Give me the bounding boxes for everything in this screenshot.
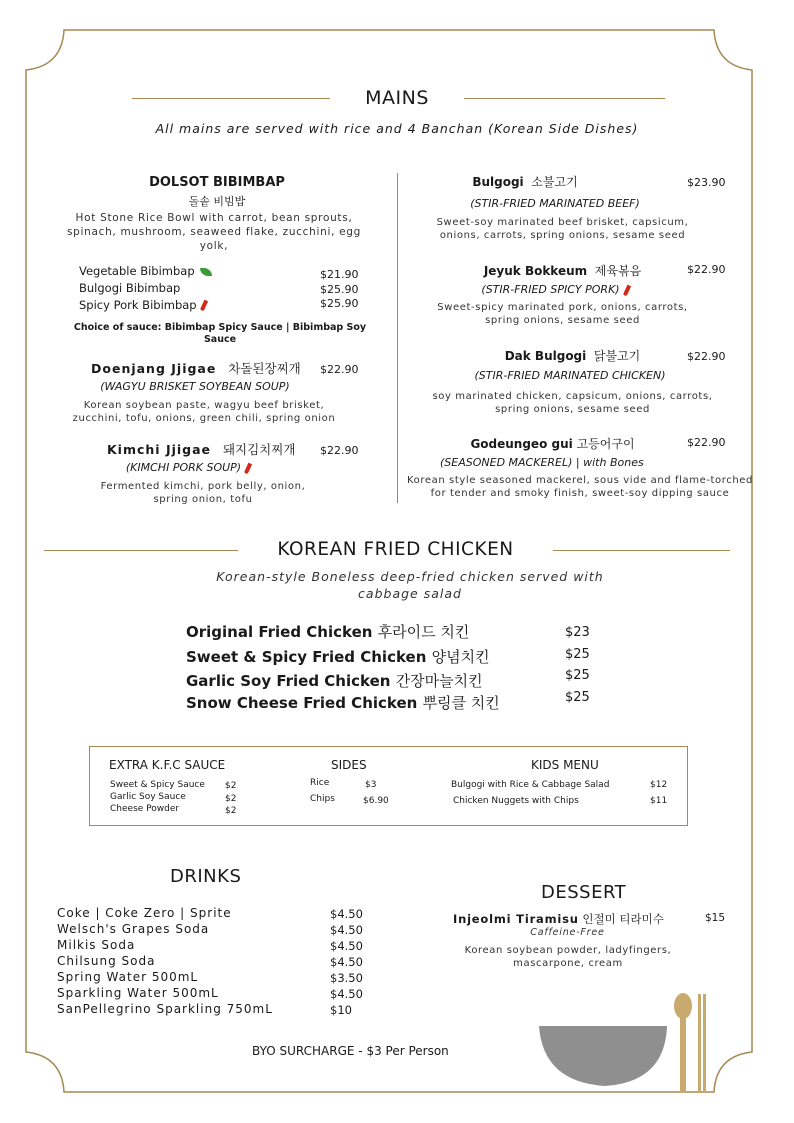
menu-item-garlic-soy-fried-chicken: Garlic Soy Fried Chicken 간장마늘치킨 <box>186 672 483 690</box>
price: $25.90 <box>320 297 359 310</box>
menu-item-godeungeo-gui: Godeungeo gui 고등어구이 <box>470 437 635 451</box>
leaf-icon <box>200 268 212 276</box>
divider-line <box>464 98 665 99</box>
price: $6.90 <box>363 796 389 806</box>
item-description: Sweet-soy marinated beef brisket, capsicum, onions, carrots, spring onions, sesame seed <box>436 217 689 241</box>
divider-line <box>132 98 330 99</box>
price: $25.90 <box>320 283 359 296</box>
item-subtitle: (WAGYU BRISKET SOYBEAN SOUP) <box>100 380 290 393</box>
list-item: SanPellegrino Sparkling 750mL <box>57 1002 273 1016</box>
price: $2 <box>225 794 237 804</box>
list-item: Cheese Powder <box>110 804 180 814</box>
price: $23.90 <box>687 176 726 189</box>
item-description: Korean style seasoned mackerel, sous vide and flame-torched for tender and smoky finish, sweet-soy dipping sauce <box>406 475 753 499</box>
price: $4.50 <box>330 923 363 937</box>
price: $15 <box>705 912 726 924</box>
price: $4.50 <box>330 907 363 921</box>
menu-item-vegetable-bibimbap: Vegetable Bibimbap <box>79 264 212 278</box>
chili-icon <box>622 284 630 296</box>
price: $22.90 <box>687 350 726 363</box>
dolsot-name: DOLSOT BIBIMBAP <box>149 175 285 190</box>
price: $22.90 <box>687 263 726 276</box>
price: $25 <box>565 647 590 662</box>
item-subtitle: (STIR-FRIED MARINATED BEEF) <box>470 197 640 210</box>
dessert-title: DESSERT <box>541 882 627 903</box>
chili-icon <box>244 462 252 474</box>
menu-item-bulgogi: Bulgogi 소불고기 <box>472 175 578 189</box>
price: $23 <box>565 625 590 640</box>
item-subtitle: (KIMCHI PORK SOUP) <box>88 461 288 474</box>
column-divider <box>397 173 398 503</box>
price: $25 <box>565 690 590 705</box>
list-item: Spring Water 500mL <box>57 970 199 984</box>
list-item: Rice <box>310 778 330 788</box>
kids-menu-title: KIDS MENU <box>531 758 599 772</box>
dessert-note: Caffeine-Free <box>530 927 605 938</box>
item-description: Korean soybean paste, wagyu beef brisket, zucchini, tofu, onions, green chili, spring onion <box>72 400 336 424</box>
list-item: Welsch's Grapes Soda <box>57 922 210 936</box>
price: $22.90 <box>320 363 359 376</box>
list-item: Chilsung Soda <box>57 954 156 968</box>
kfc-subtitle: Korean-style Boneless deep-fried chicken served with cabbage salad <box>216 569 604 601</box>
item-description: Sweet-spicy marinated pork, onions, carrots, spring onions, sesame seed <box>437 302 688 326</box>
list-item: Sweet & Spicy Sauce <box>110 780 205 790</box>
item-subtitle: (STIR-FRIED MARINATED CHICKEN) <box>474 369 666 382</box>
bowl-utensils-illustration <box>535 990 715 1092</box>
menu-item-dak-bulgogi: Dak Bulgogi 닭불고기 <box>504 349 641 363</box>
price: $10 <box>330 1003 352 1017</box>
menu-item-bulgogi-bibimbap: Bulgogi Bibimbap <box>79 281 181 295</box>
list-item: Chips <box>310 794 335 804</box>
chopsticks-icon <box>698 994 701 1092</box>
drinks-list <box>57 905 273 1017</box>
bowl-icon <box>539 1026 667 1086</box>
price: $12 <box>650 780 668 790</box>
price: $4.50 <box>330 987 363 1001</box>
menu-item-sweet-spicy-fried-chicken: Sweet & Spicy Fried Chicken 양념치킨 <box>186 648 490 666</box>
menu-item-jeyuk-bokkeum: Jeyuk Bokkeum 제육볶음 <box>483 264 642 278</box>
price: $2 <box>225 781 237 791</box>
price: $21.90 <box>320 268 359 281</box>
list-item: Chicken Nuggets with Chips <box>453 796 579 806</box>
menu-item-original-fried-chicken: Original Fried Chicken 후라이드 치킨 <box>186 623 470 641</box>
price: $2 <box>225 806 237 816</box>
price: $22.90 <box>687 436 726 449</box>
item-description: Korean soybean powder, ladyfingers, mascarpone, cream <box>464 945 672 969</box>
drinks-title: DRINKS <box>170 866 242 887</box>
item-subtitle: (SEASONED MACKEREL) | with Bones <box>440 456 644 469</box>
dolsot-description: Hot Stone Rice Bowl with carrot, bean sprouts, spinach, mushroom, seaweed flake, zucchini, egg yolk, <box>66 212 362 252</box>
sauce-choice: Choice of sauce: Bibimbap Spicy Sauce | Bibimbap Soy Sauce <box>73 322 367 345</box>
list-item: Bulgogi with Rice & Cabbage Salad <box>451 780 610 790</box>
divider-line <box>553 550 730 551</box>
menu-item-spicy-pork-bibimbap: Spicy Pork Bibimbap <box>79 298 206 312</box>
list-item: Garlic Soy Sauce <box>110 792 186 802</box>
price: $3.50 <box>330 971 363 985</box>
menu-item-doenjang-jjigae: Doenjang Jjigae 차돌된장찌개 <box>91 361 301 376</box>
kfc-title: KOREAN FRIED CHICKEN <box>277 539 514 560</box>
menu-item-kimchi-jjigae: Kimchi Jjigae 돼지김치찌개 <box>107 442 296 457</box>
price: $4.50 <box>330 939 363 953</box>
price: $3 <box>365 780 377 790</box>
list-item: Coke | Coke Zero | Sprite <box>57 906 232 920</box>
list-item: Milkis Soda <box>57 938 136 952</box>
menu-item-injeolmi-tiramisu: Injeolmi Tiramisu 인절미 티라미수 <box>453 912 664 926</box>
drinks-prices <box>330 906 363 1018</box>
extra-sauce-title: EXTRA K.F.C SAUCE <box>109 758 226 772</box>
price: $4.50 <box>330 955 363 969</box>
sides-title: SIDES <box>331 758 367 772</box>
list-item: Sparkling Water 500mL <box>57 986 219 1000</box>
item-subtitle: (STIR-FRIED SPICY PORK) <box>440 283 670 296</box>
menu-item-snow-cheese-fried-chicken: Snow Cheese Fried Chicken 뿌링클 치킨 <box>186 694 500 712</box>
item-description: soy marinated chicken, capsicum, onions, carrots, spring onions, sesame seed <box>432 391 713 415</box>
item-description: Fermented kimchi, pork belly, onion, spring onion, tofu <box>100 481 306 505</box>
mains-title: MAINS <box>365 87 429 109</box>
mains-subtitle: All mains are served with rice and 4 Banchan (Korean Side Dishes) <box>155 121 639 136</box>
price: $11 <box>650 796 668 806</box>
byo-surcharge: BYO SURCHARGE - $3 Per Person <box>252 1044 449 1058</box>
divider-line <box>44 550 238 551</box>
dolsot-korean: 돌솥 비빔밥 <box>188 195 246 208</box>
price: $25 <box>565 668 590 683</box>
price: $22.90 <box>320 444 359 457</box>
